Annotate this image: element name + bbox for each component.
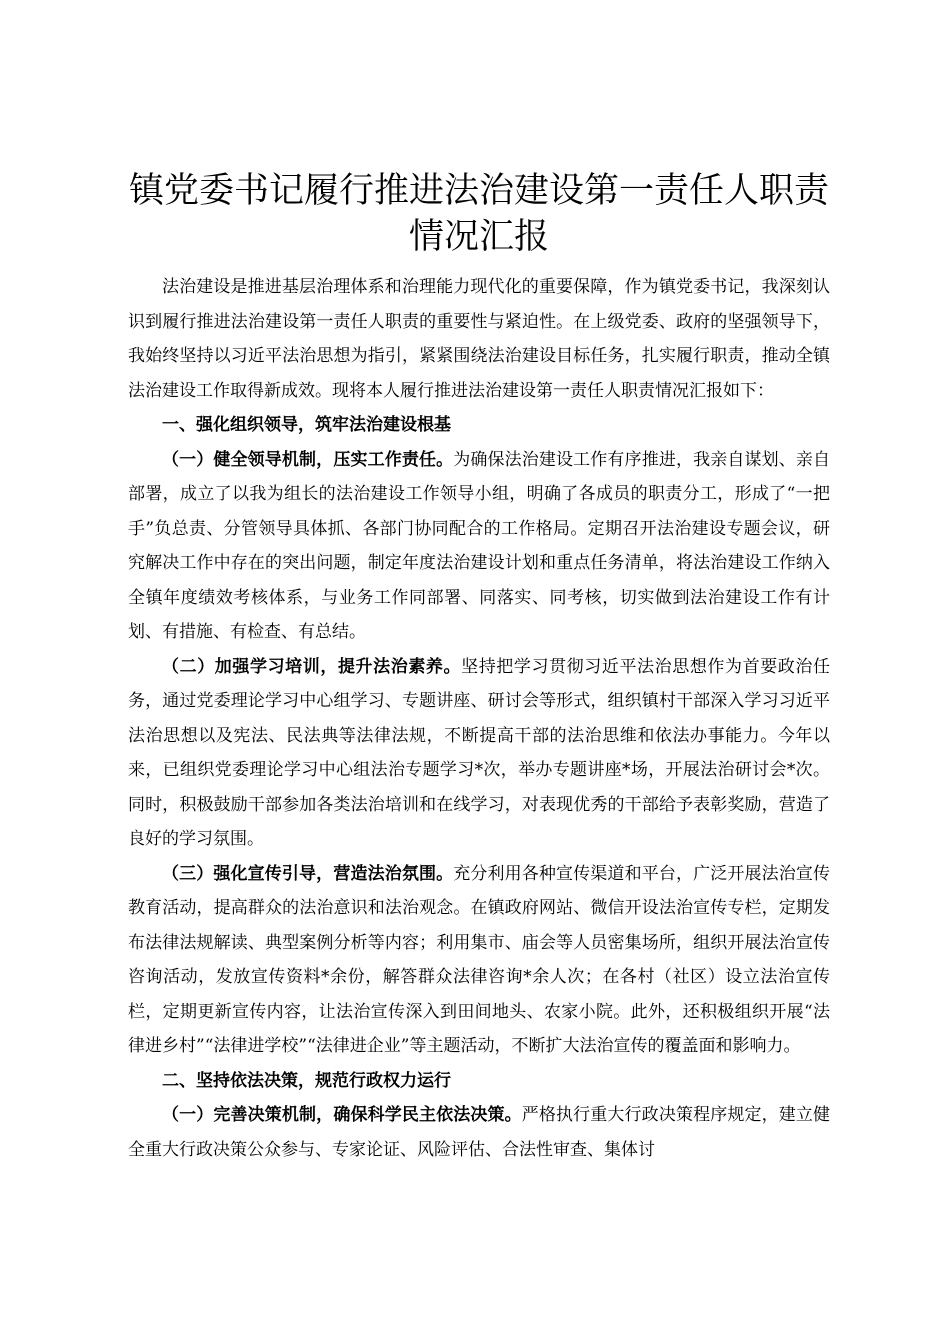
document-page (128, 168, 830, 1167)
document-title (128, 168, 830, 260)
document-body (128, 270, 830, 1167)
title-line-2: 情况汇报 (408, 217, 549, 257)
section-1-item-2-text: 坚持把学习贯彻习近平法治思想作为首要政治任务，通过党委理论学习中心组学习、专题讲座、研讨会等形式，组织镇村干部深入学习习近平法治思想以及宪法、民法典等法律法规，不断提高干部的法治思维和依法办事能力。今年以来，已组织党委理论学习中心组法治专题学习*次，举办专题讲座*场，开展法治研讨会*次。同时，积极鼓励干部参加各类法治培训和在线学习，对表现优秀的干部给予表彰奖励，营造了良好的学习氛围。 (128, 656, 831, 849)
title-line-1: 镇党委书记履行推进法治建设第一责任人职责 (128, 171, 829, 211)
section-1-item-3-text: 充分利用各种宣传渠道和平台，广泛开展法治宣传教育活动，提高群众的法治意识和法治观念。在镇政府网站、微信开设法治宣传专栏，定期发布法律法规解读、典型案例分析等内容；利用集市、庙会等人员密集场所，组织开展法治宣传咨询活动，发放宣传资料*余份，解答群众法律咨询*余人次；在各村（社区）设立法治宣传栏，定期更新宣传内容，让法治宣传深入到田间地头、农家小院。此外，还积极组织开展“法律进乡村”“法律进学校”“法律进企业”等主题活动，不断扩大法治宣传的覆盖面和影响力。 (128, 863, 831, 1056)
section-1-item-3-lead: （三）强化宣传引导，营造法治氛围。 (162, 863, 454, 884)
section-1-item-1-lead: （一）健全领导机制，压实工作责任。 (162, 449, 454, 470)
section-1-item-2-lead: （二）加强学习培训，提升法治素养。 (162, 656, 462, 677)
section-2-heading: 二、坚持依法决策，规范行政权力运行 (162, 1070, 451, 1091)
section-1-item-1-text: 为确保法治建设工作有序推进，我亲自谋划、亲自部署，成立了以我为组长的法治建设工作领导小组，明确了各成员的职责分工，形成了“一把手”负总责、分管领导具体抓、各部门协同配合的工作格局。定期召开法治建设专题会议，研究解决工作中存在的突出问题，制定年度法治建设计划和重点任务清单，将法治建设工作纳入全镇年度绩效考核体系，与业务工作同部署、同落实、同考核，切实做到法治建设工作有计划、有措施、有检查、有总结。 (128, 449, 831, 642)
section-2-item-1 (128, 1098, 830, 1167)
section-1-item-3 (128, 857, 830, 1064)
section-1-heading: 一、强化组织领导，筑牢法治建设根基 (162, 415, 451, 435)
section-2-item-1-lead: （一）完善决策机制，确保科学民主依法决策。 (162, 1105, 522, 1125)
section-1-item-2 (128, 650, 830, 857)
section-1-item-1 (128, 443, 830, 650)
intro-paragraph: 法治建设是推进基层治理体系和治理能力现代化的重要保障，作为镇党委书记，我深刻认识到履行推进法治建设第一责任人职责的重要性与紧迫性。在上级党委、政府的坚强领导下，我始终坚持以习近平法治思想为指引，紧紧围绕法治建设目标任务，扎实履行职责，推动全镇法治建设工作取得新成效。现将本人履行推进法治建设第一责任人职责情况汇报如下： (128, 277, 830, 401)
section-2-item-1-text: 严格执行重大行政决策程序规定，建立健全重大行政决策公众参与、专家论证、风险评估、合法性审查、集体讨 (128, 1105, 831, 1160)
